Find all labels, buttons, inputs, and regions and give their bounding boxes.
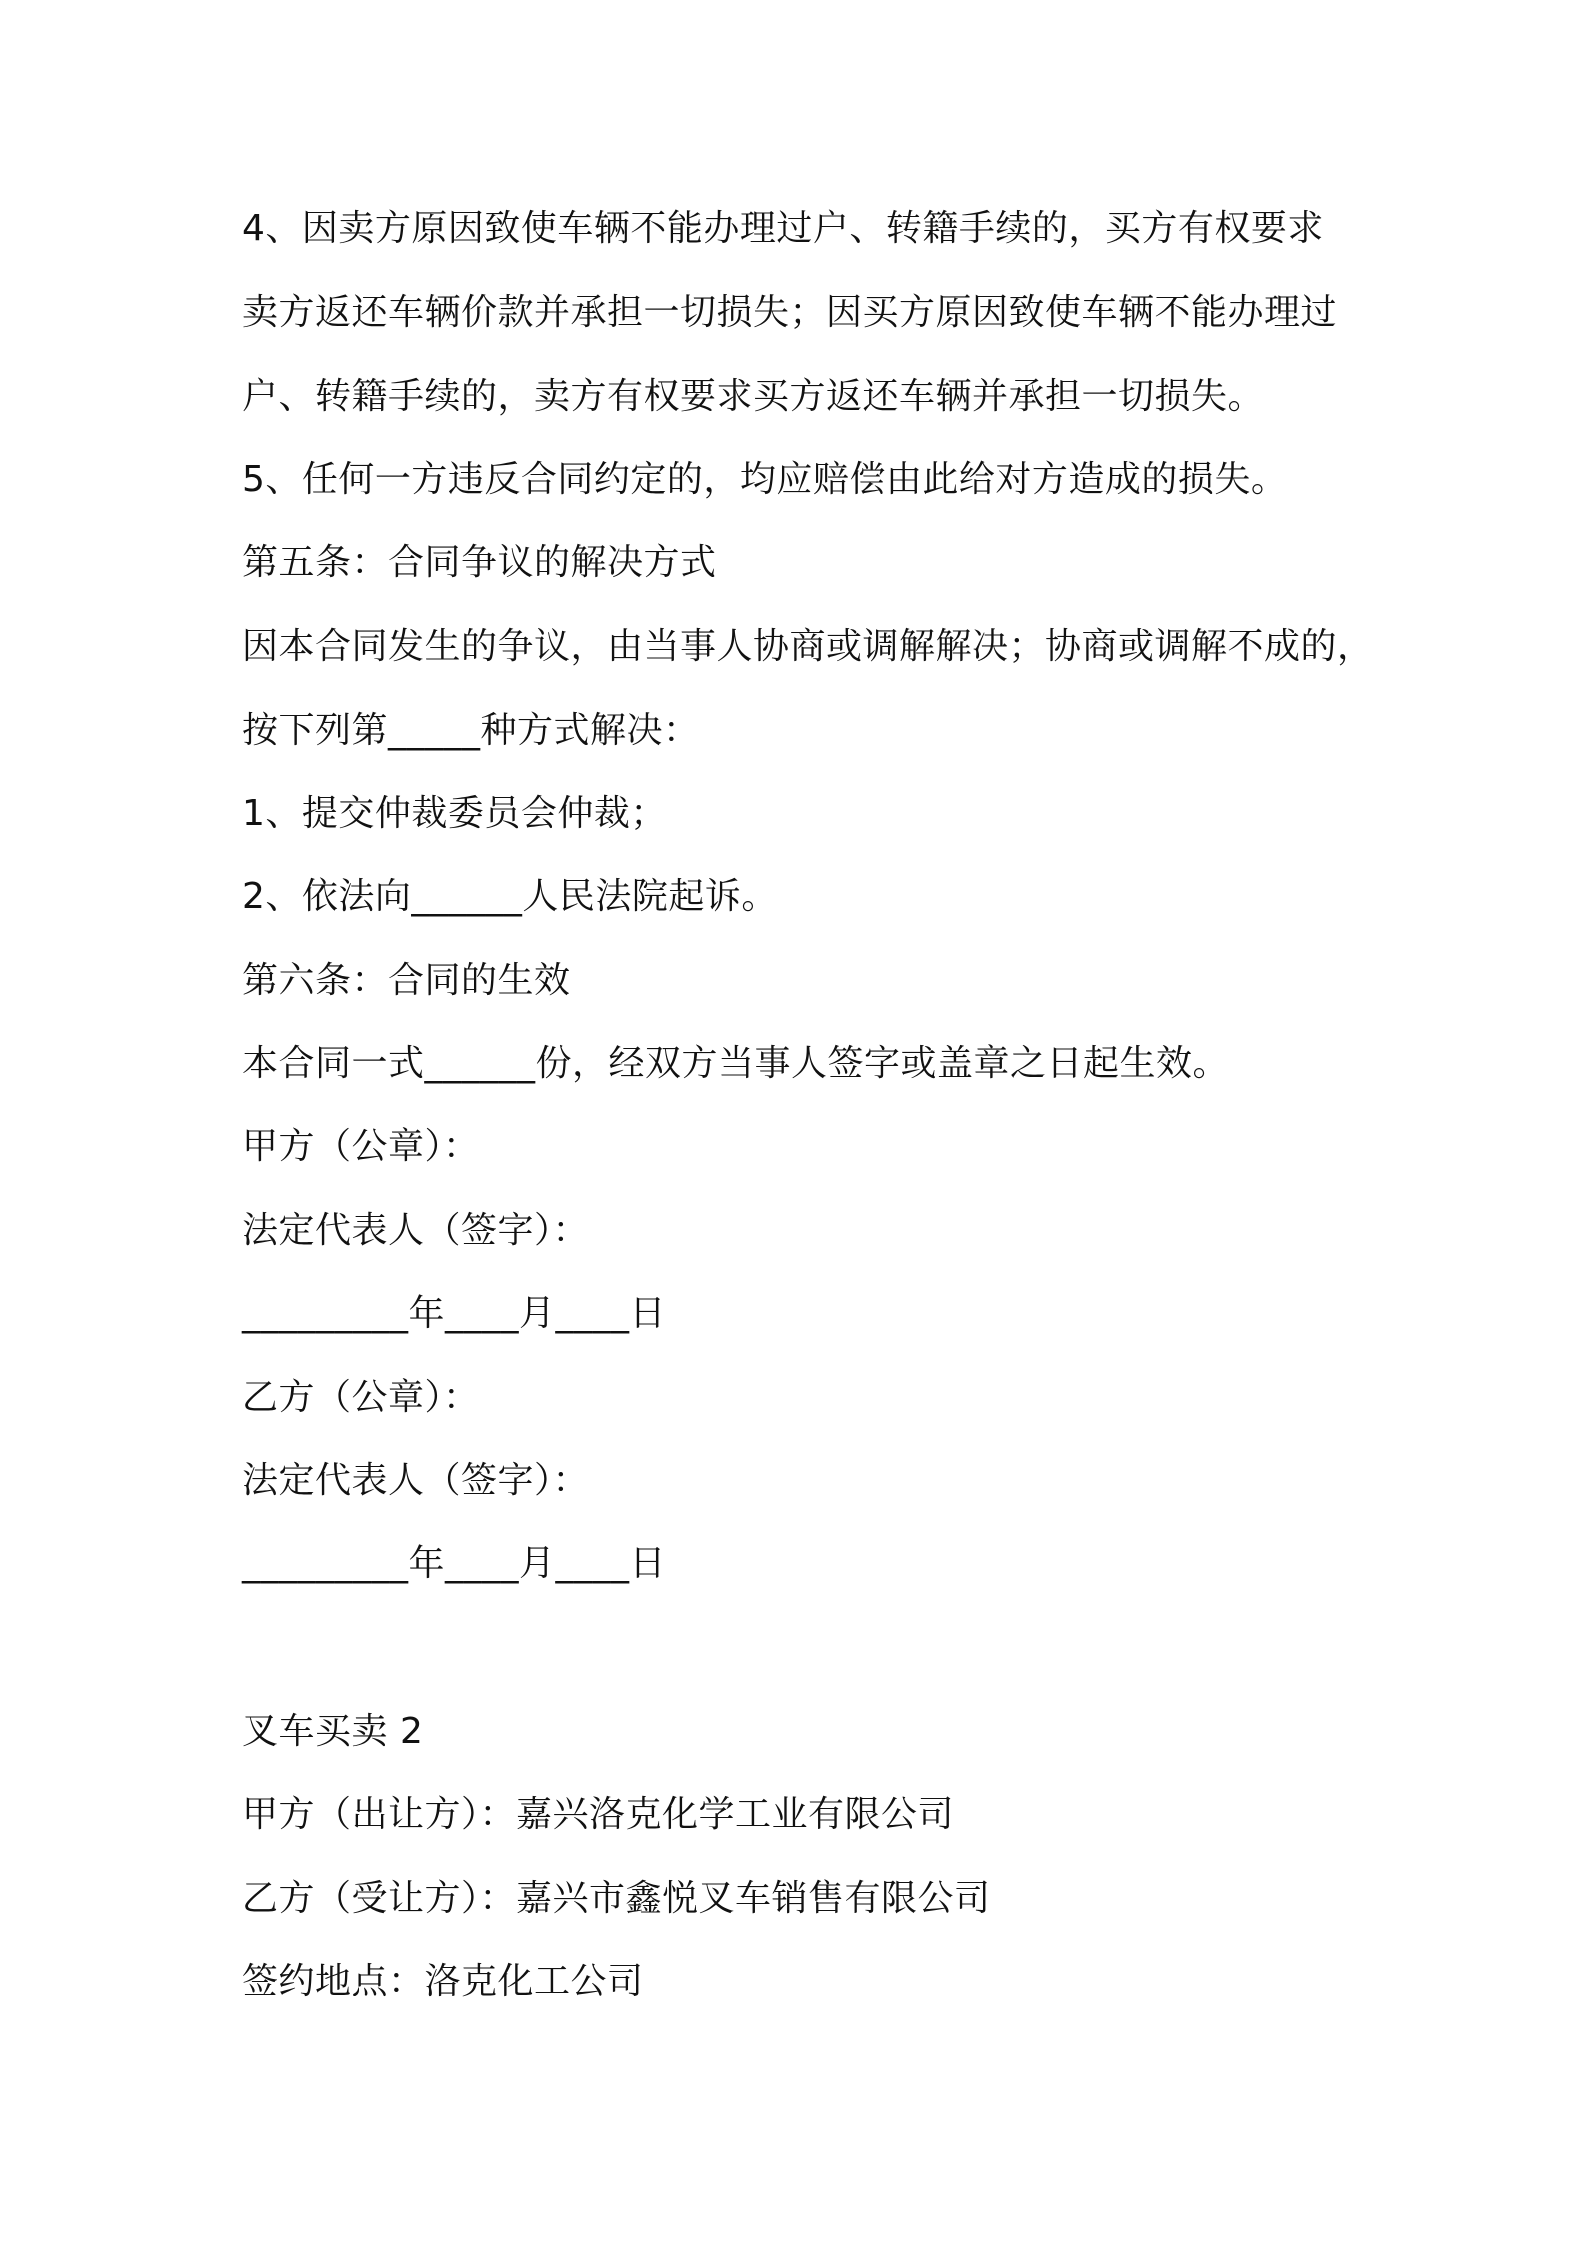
clause-5: 5、任何一方违反合同约定的，均应赔偿由此给对方造成的损失。 (242, 459, 1288, 500)
article-5-body-line-1: 因本合同发生的争议，由当事人协商或调解解决；协商或调解不成的， (242, 626, 1374, 667)
contract-2-signing-place: 签约地点：洛克化工公司 (242, 1961, 644, 2002)
article-5-body-line-2: 按下列第_____种方式解决： (242, 710, 700, 751)
party-b-date: _________年____月____日 (242, 1543, 666, 1584)
clause-4-line-3: 户、转籍手续的，卖方有权要求买方返还车辆并承担一切损失。 (242, 376, 1265, 417)
article-5-option-1: 1、提交仲裁委员会仲裁； (242, 793, 667, 834)
party-a-date: _________年____月____日 (242, 1293, 666, 1334)
contract-2-party-b: 乙方（受让方）：嘉兴市鑫悦叉车销售有限公司 (242, 1878, 991, 1919)
party-b-seal: 乙方（公章）： (242, 1377, 480, 1418)
article-5-option-2: 2、依法向______人民法院起诉。 (242, 876, 778, 917)
clause-4-line-1: 4、因卖方原因致使车辆不能办理过户、转籍手续的，买方有权要求 (242, 208, 1324, 249)
article-6-heading: 第六条：合同的生效 (242, 960, 571, 1001)
article-5-heading: 第五条：合同争议的解决方式 (242, 542, 717, 583)
contract-2-party-a: 甲方（出让方）：嘉兴洛克化学工业有限公司 (242, 1794, 955, 1835)
party-a-seal: 甲方（公章）： (242, 1126, 480, 1167)
party-a-representative: 法定代表人（签字）： (242, 1210, 590, 1251)
clause-4-line-2: 卖方返还车辆价款并承担一切损失；因买方原因致使车辆不能办理过 (242, 292, 1338, 333)
article-6-body: 本合同一式______份，经双方当事人签字或盖章之日起生效。 (242, 1043, 1230, 1084)
contract-2-title: 叉车买卖 2 (242, 1711, 424, 1752)
party-b-representative: 法定代表人（签字）： (242, 1460, 590, 1501)
